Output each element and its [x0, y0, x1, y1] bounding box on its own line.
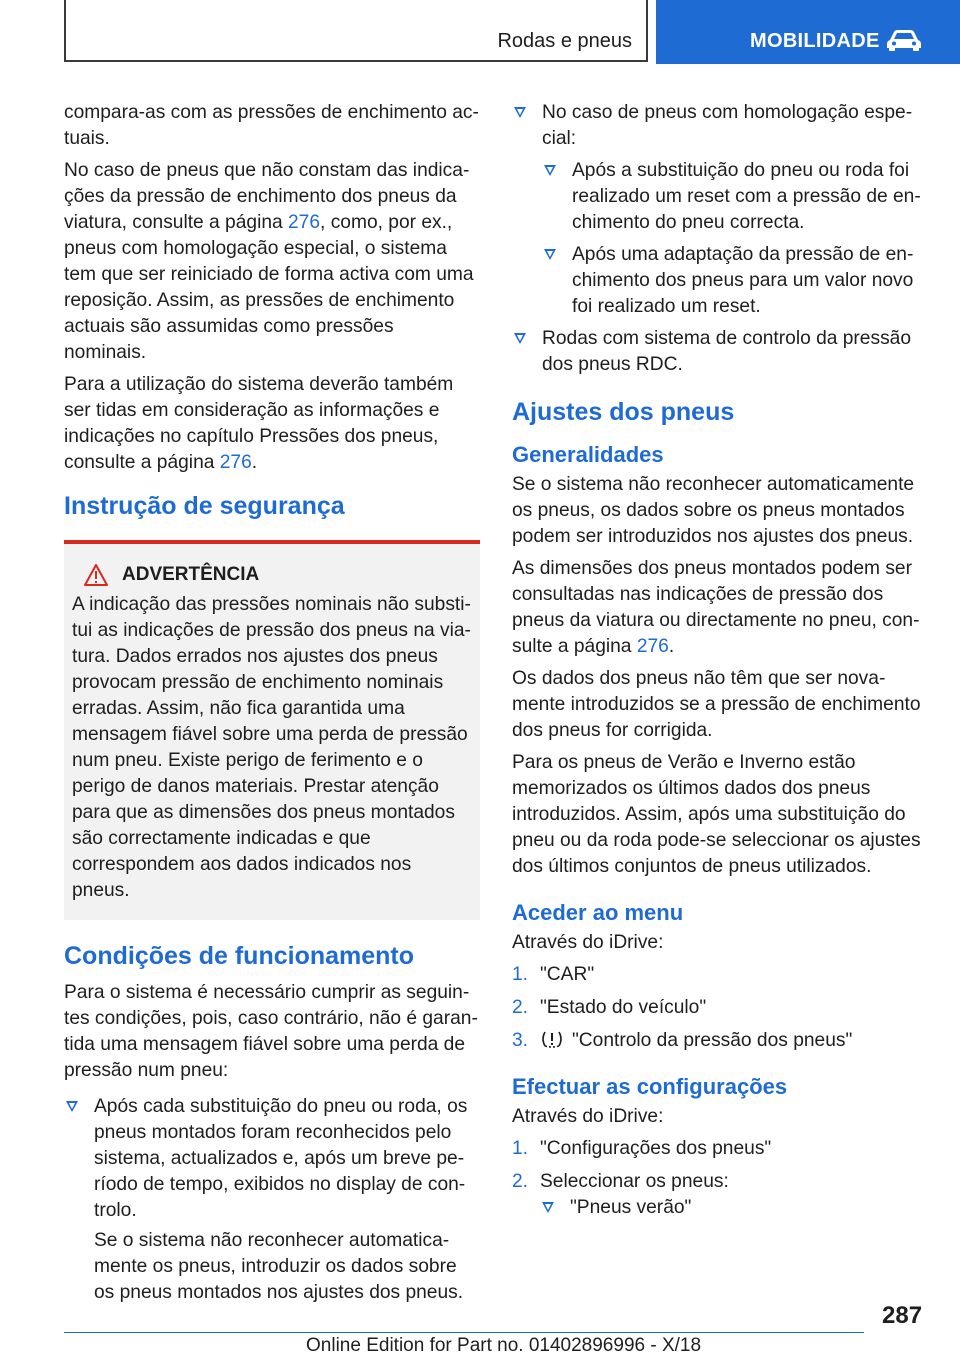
paragraph: No caso de pneus que não constam das indicações da pressão de enchimento dos pneus da viatura, consulte a página 276, como, por ex., pneus com homologação especial, o sistema tem que ser reiniciado de forma activa com uma reposição. Assim, as pressões de enchimento actuais são assumidas como pressões nominais.: [64, 160, 474, 363]
list-item: 2. "Estado do veículo": [512, 997, 707, 1018]
car-icon: [884, 28, 924, 52]
warning-text: A indicação das pressões nominais não substitui as indicações de pressão dos pneus na viatura. Dados errados nos ajustes dos pneus provocam pressão de enchimento nominais erradas. Assim, não fica garantida uma mensagem fiável sobre uma perda de pressão num pneu. Existe perigo de ferimento e o perigo de danos materiais. Prestar atenção para que as dimensões dos pneus montados são correctamente indicadas e que correspondem aos dados indicados nos pneus.: [72, 594, 471, 901]
triangle-bullet-icon: [544, 249, 556, 260]
list-item: "Pneus verão": [540, 1195, 924, 1221]
heading-tire-settings: Ajustes dos pneus: [512, 398, 735, 426]
page-number: 287: [882, 1302, 923, 1329]
paragraph: Os dados dos pneus não têm que ser novamente introduzidos se a pressão de enchimento dos pneus for corrigida.: [512, 668, 921, 741]
warning-box: [64, 540, 480, 920]
page-link[interactable]: 276: [219, 452, 252, 473]
sub-bullet-list: [542, 158, 924, 320]
list-item: Após cada substituição do pneu ou roda, os pneus montados foram reconhecidos pelo sistema, actualizados e, após um breve período de tempo, exibidos no display de controlo. Se o sistema não reconhecer automaticamente os pneus, introduzir os dados sobre os pneus montados nos ajustes dos pneus.: [64, 1094, 480, 1306]
page-header: [0, 0, 960, 66]
warning-header: [72, 562, 472, 588]
bullet-list: [64, 1094, 480, 1306]
section-title: Rodas e pneus: [497, 30, 632, 52]
right-column: [512, 100, 924, 1228]
chapter-title: MOBILIDADE: [750, 30, 880, 52]
paragraph: Através do iDrive:: [512, 1106, 664, 1127]
paragraph: Para a utilização do sistema deverão também ser tidas em consideração as informações e indicações no capítulo Pressões dos pneus, consulte a página 276.: [64, 374, 454, 473]
list-item: 1. "Configurações dos pneus": [512, 1138, 772, 1159]
paragraph: compara-as com as pressões de enchimento actuais.: [64, 102, 479, 149]
list-item: 1. "CAR": [512, 964, 595, 985]
footer-divider: [64, 1332, 864, 1333]
warning-title: ADVERTÊNCIA: [122, 564, 260, 585]
heading-configure: Efectuar as configurações: [512, 1074, 788, 1099]
sub-bullet-list: [540, 1195, 924, 1221]
list-item: Rodas com sistema de controlo da pressão dos pneus RDC.: [512, 326, 924, 378]
list-item: Após uma adaptação da pressão de enchimento dos pneus para um valor novo foi realizado um reset.: [542, 242, 924, 320]
heading-open-menu: Aceder ao menu: [512, 900, 684, 925]
heading-conditions: Condições de funcionamento: [64, 942, 415, 970]
triangle-bullet-icon: [542, 1202, 554, 1213]
list-item: 2. Seleccionar os pneus: "Pneus verão": [512, 1169, 924, 1221]
tire-pressure-warning-icon: [540, 1029, 564, 1049]
paragraph: As dimensões dos pneus montados podem ser consultadas nas indicações de pressão dos pneus da viatura ou directamente no pneu, consulte a página 276.: [512, 558, 920, 657]
triangle-bullet-icon: [514, 333, 526, 344]
paragraph: Através do iDrive:: [512, 932, 664, 953]
paragraph: Se o sistema não reconhecer automaticamente os pneus, introduzir os dados sobre os pneus montados nos ajustes dos pneus.: [94, 1230, 464, 1303]
section-tab: [64, 0, 648, 62]
numbered-list: [512, 1136, 924, 1221]
triangle-bullet-icon: [544, 165, 556, 176]
triangle-bullet-icon: [66, 1101, 78, 1112]
page-link[interactable]: 276: [636, 636, 669, 657]
heading-safety: Instrução de segurança: [64, 492, 345, 520]
left-column: [64, 100, 480, 1312]
warning-triangle-icon: [84, 564, 108, 586]
list-item: 3. "Controlo da pressão dos pneus": [512, 1030, 853, 1051]
paragraph: Para os pneus de Verão e Inverno estão memorizados os últimos dados dos pneus introduzidos. Assim, após uma substituição do pneu ou da roda pode-se seleccionar os ajustes dos últimos conjuntos de pneus utilizados.: [512, 752, 921, 877]
bullet-list: [512, 100, 924, 378]
heading-general: Generalidades: [512, 442, 664, 467]
paragraph: Se o sistema não reconhecer automaticamente os pneus, os dados sobre os pneus montados podem ser introduzidos nos ajustes dos pneus.: [512, 474, 915, 547]
chapter-tab: [656, 0, 960, 64]
list-item: No caso de pneus com homologação especial: Após a substituição do pneu ou roda foi realizado um reset com a pressão de enchimento do pneu correcta. Após uma adaptação da pressão de enchimento dos pneus para um valor novo foi realizado um reset.: [512, 100, 924, 320]
paragraph: Para o sistema é necessário cumprir as seguintes condições, pois, caso contrário, não é garantida uma mensagem fiável sobre uma perda de pressão num pneu:: [64, 982, 478, 1081]
numbered-list: [512, 962, 924, 1054]
footer-edition: Online Edition for Part no. 01402896996 - X/18: [306, 1335, 702, 1356]
triangle-bullet-icon: [514, 107, 526, 118]
page-link[interactable]: 276: [288, 212, 321, 233]
list-item: Após a substituição do pneu ou roda foi realizado um reset com a pressão de enchimento do pneu correcta.: [542, 158, 924, 236]
